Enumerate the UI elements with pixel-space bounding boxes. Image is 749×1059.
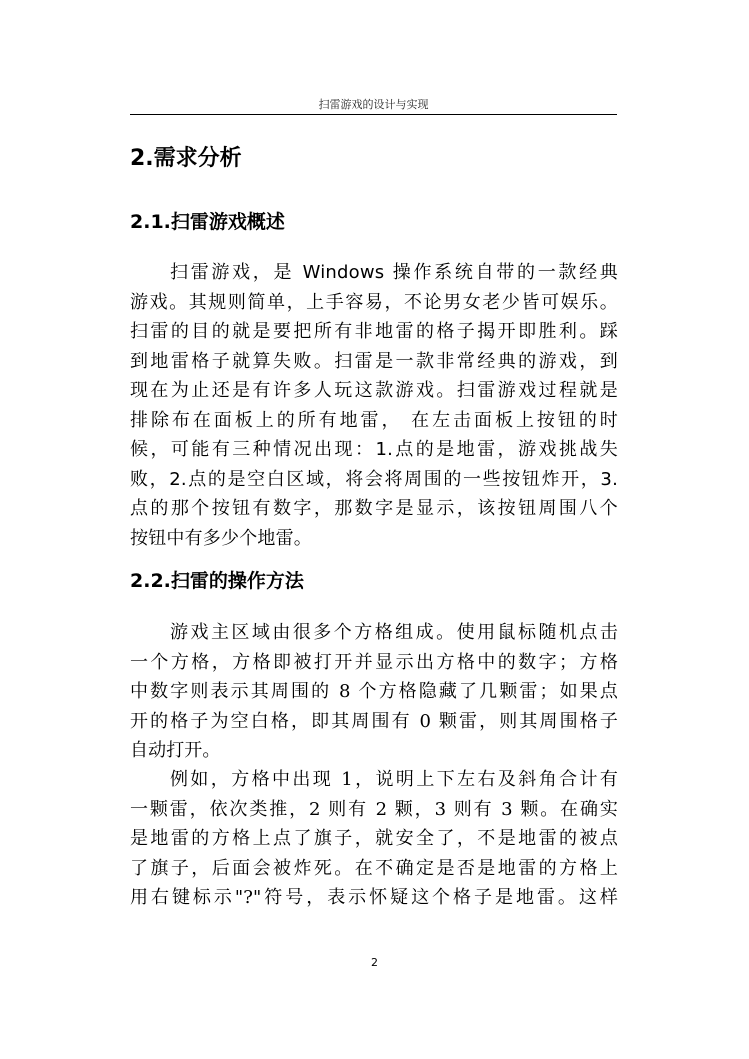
paragraph-line: 用右键标示"?"符号，表示怀疑这个格子是地雷。这样 (130, 887, 618, 908)
paragraph-operation-2 (130, 765, 618, 913)
paragraph-line: 到地雷格子就算失败。扫雷是一款非常经典的游戏，到 (130, 350, 618, 372)
paragraph-line: 开的格子为空白格，即其周围有 0 颗雷，则其周围格子 (130, 710, 618, 732)
paragraph-line: 排除布在面板上的所有地雷， 在左击面板上按钮的时 (130, 409, 618, 431)
paragraph-overview (130, 258, 618, 553)
paragraph-line: 按钮中有多少个地雷。 (130, 527, 312, 549)
paragraph-line: 败，2.点的是空白区域，将会将周围的一些按钮炸开，3. (130, 468, 618, 490)
paragraph-line: 游戏。其规则简单，上手容易，不论男女老少皆可娱乐。 (130, 291, 618, 313)
paragraph-line: 扫雷的目的就是要把所有非地雷的格子揭开即胜利。踩 (130, 321, 618, 342)
paragraph-line: 是地雷的方格上点了旗子，就安全了，不是地雷的被点 (130, 828, 618, 849)
paragraph-operation-1 (130, 618, 618, 766)
page-number: 2 (371, 956, 378, 969)
paragraph-line: 了旗子，后面会被炸死。在不确定是否是地雷的方格上 (130, 857, 618, 879)
paragraph-line: 扫雷游戏，是 Windows 操作系统自带的一款经典 (170, 262, 618, 283)
paragraph-line: 游戏主区域由很多个方格组成。使用鼠标随机点击 (170, 622, 618, 643)
paragraph-line: 自动打开。 (130, 740, 221, 761)
chapter-title: 2.需求分析 (130, 146, 242, 171)
paragraph-line: 点的那个按钮有数字，那数字是显示，该按钮周围八个 (130, 498, 618, 519)
section-title-overview: 2.1.扫雷游戏概述 (130, 211, 285, 233)
header-rule (130, 114, 617, 115)
paragraph-line: 例如，方格中出现 1，说明上下左右及斜角合计有 (170, 769, 618, 790)
paragraph-line: 一颗雷，依次类推，2 则有 2 颗，3 则有 3 颗。在确实 (130, 798, 618, 820)
running-header: 扫雷游戏的设计与实现 (318, 98, 429, 111)
paragraph-line: 中数字则表示其周围的 8 个方格隐藏了几颗雷；如果点 (130, 681, 618, 702)
section-title-operation: 2.2.扫雷的操作方法 (130, 570, 304, 592)
paragraph-line: 候，可能有三种情况出现：1.点的是地雷，游戏挑战失 (130, 439, 618, 460)
paragraph-line: 现在为止还是有许多人玩这款游戏。扫雷游戏过程就是 (130, 380, 618, 401)
paragraph-line: 一个方格，方格即被打开并显示出方格中的数字；方格 (130, 651, 618, 673)
